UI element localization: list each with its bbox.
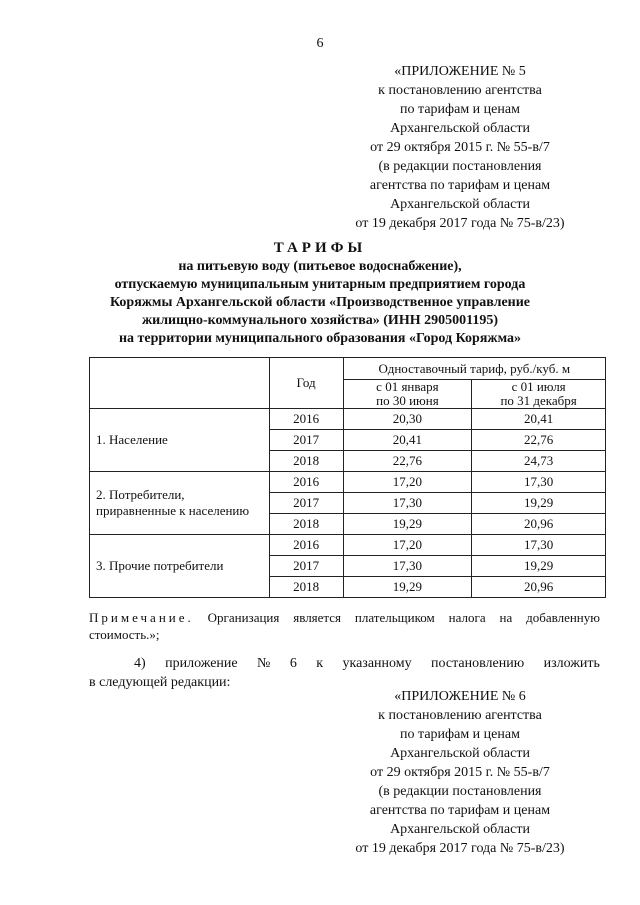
instruction-word: постановлению [431,656,525,671]
appendix-line: от 29 октября 2015 г. № 55-в/7 [370,140,550,155]
tariff-cell: 17,20 [343,472,472,493]
year-header: Год [269,358,343,409]
note-word: на [499,610,513,625]
appendix-line: «ПРИЛОЖЕНИЕ № 5 [394,64,526,79]
instruction-word: приложение [165,656,238,671]
year-cell: 2016 [269,535,343,556]
period-1-header [343,380,472,409]
tariff-cell: 17,30 [343,556,472,577]
tariff-cell: 20,96 [472,577,606,598]
tariff-cell: 20,41 [343,430,472,451]
tariff-cell: 22,76 [343,451,472,472]
title-line: отпускаемую муниципальным унитарным предприятием города [114,277,526,292]
appendix-line: (в редакции постановления [378,784,542,799]
appendix-5-header [340,62,580,233]
tariff-cell: 20,96 [472,514,606,535]
table-row [90,535,606,556]
tariff-cell: 19,29 [343,514,472,535]
period-2-to: по 31 декабря [500,393,577,408]
page-number: 6 [316,36,324,51]
tariff-cell: 24,73 [472,451,606,472]
appendix-line: к постановлению агентства [378,708,542,723]
period-1-from: с 01 января [376,379,439,394]
year-cell: 2016 [269,472,343,493]
period-1-to: по 30 июня [376,393,439,408]
note-word: плательщиком [354,610,435,625]
period-2-from: с 01 июля [511,379,566,394]
year-cell: 2018 [269,451,343,472]
tariff-table [89,357,606,598]
note-label: Примечание. [89,610,194,625]
table-row [90,472,606,493]
note-line-2: стоимость.»; [89,627,160,642]
tariff-cell: 20,30 [343,409,472,430]
category-label-line: приравненные к населению [96,503,250,518]
instruction-word: 6 [289,656,297,671]
category-population: 1. Население [90,409,270,472]
year-cell: 2018 [269,577,343,598]
instruction-word: указанному [342,656,412,671]
tariff-cell: 19,29 [343,577,472,598]
category-equated-consumers [90,472,270,535]
instruction-word: к [316,656,324,671]
title-line: на питьевую воду (питьевое водоснабжение), [178,259,462,274]
tariff-cell: 20,41 [472,409,606,430]
year-cell: 2016 [269,409,343,430]
appendix-line: по тарифам и ценам [400,727,520,742]
title-line: Коряжмы Архангельской области «Производственное управление [109,295,531,310]
appendix-line: Архангельской области [390,121,530,136]
period-2-header [472,380,606,409]
appendix-line: Архангельской области [390,746,530,761]
appendix-6-header [340,687,580,858]
tariff-cell: 19,29 [472,556,606,577]
appendix-line: Архангельской области [390,197,530,212]
instruction-line-2: в следующей редакции: [89,675,231,690]
tariff-cell: 22,76 [472,430,606,451]
tariff-cell: 17,20 [343,535,472,556]
tariff-cell: 17,30 [343,493,472,514]
tariff-cell: 17,30 [472,472,606,493]
note-word: является [293,610,342,625]
category-other-consumers: 3. Прочие потребители [90,535,270,598]
instruction-word: № [257,656,271,671]
tariff-title [40,238,600,348]
table-note [89,609,600,643]
tariff-cell: 19,29 [472,493,606,514]
appendix-line: от 29 октября 2015 г. № 55-в/7 [370,765,550,780]
table-row [90,409,606,430]
category-label-line: 2. Потребители, [96,487,185,502]
tariff-cell: 17,30 [472,535,606,556]
appendix-line: агентства по тарифам и ценам [369,803,551,818]
note-word: Организация [207,610,280,625]
title-heading: ТАРИФЫ [273,240,367,256]
appendix-line: «ПРИЛОЖЕНИЕ № 6 [394,689,526,704]
instruction-word: изложить [543,656,600,671]
appendix-line: Архангельской области [390,822,530,837]
year-cell: 2018 [269,514,343,535]
appendix-line: (в редакции постановления [378,159,542,174]
appendix-line: по тарифам и ценам [400,102,520,117]
year-cell: 2017 [269,493,343,514]
note-word: налога [448,610,486,625]
title-line: на территории муниципального образования «Город Коряжма» [118,331,522,346]
appendix-line: от 19 декабря 2017 года № 75-в/23) [355,841,565,856]
appendix-line: от 19 декабря 2017 года № 75-в/23) [355,216,565,231]
tariff-header: Одноставочный тариф, руб./куб. м [343,358,605,380]
category-header-cell [90,358,270,409]
instruction-word: 4) [134,656,146,671]
year-cell: 2017 [269,430,343,451]
appendix-line: к постановлению агентства [378,83,542,98]
note-word: добавленную [526,610,600,625]
year-cell: 2017 [269,556,343,577]
appendix-line: агентства по тарифам и ценам [369,178,551,193]
title-line: жилищно-коммунального хозяйства» (ИНН 2905001195) [141,313,498,328]
